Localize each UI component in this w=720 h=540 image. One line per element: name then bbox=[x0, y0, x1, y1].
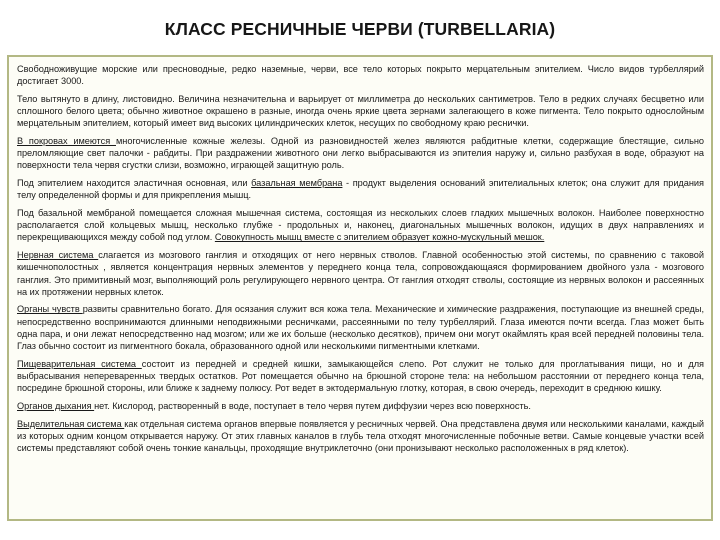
paragraph-10-body: как отдельная система органов впервые появляется у ресничных червей. Она представлена двумя или несколькими каналами, каждый из которых одним концом открывается наружу. От этих главных каналов в глубь тела отходят многочисленные побочные ветви. Самые концевые участки всей системы представляют собой очень тонкие канальцы, проходящие внутриклеточно (они пронизывают несколько расположенных в ряд клеток). bbox=[17, 418, 705, 453]
term-integument: В покровах имеются bbox=[17, 136, 116, 147]
term-basal-membrane: базальная мембрана bbox=[251, 178, 343, 189]
paragraph-4-body-pre: Под эпителием находится эластичная основная, или bbox=[17, 178, 252, 189]
paragraph-3 bbox=[17, 135, 704, 172]
paragraph-4-body-post: - продукт выделения оснований эпителиальных клеток; она служит для придания телу определенной формы и для прикрепления мышц. bbox=[17, 178, 704, 201]
term-respiratory-organs: Органов дыхания bbox=[17, 400, 95, 411]
paragraph-2 bbox=[17, 93, 704, 130]
paragraph-8 bbox=[17, 358, 704, 395]
paragraph-9-body: нет. Кислород, растворенный в воде, поступает в тело червя путем диффузии через всю поверхность. bbox=[94, 400, 531, 411]
paragraph-5 bbox=[17, 207, 704, 244]
paragraph-10 bbox=[17, 418, 704, 455]
paragraph-2-body: Тело вытянуто в длину, листовидно. Величина незначительна и варьирует от миллиметра до нескольких сантиметров. Тело в редких случаях бесцветно или сплошного белого цвета; обычно животное окрашено в разные, иногда очень яркие цвета зернами залегающего в коже пигмента. Тело покрыто однослойным мерцательным эпителием, который имеет вид высоких цилиндрических клеток, несущих по свободному краю реснички. bbox=[17, 93, 704, 129]
content-text-box bbox=[7, 55, 713, 521]
term-digestive-system: Пищеварительная система bbox=[17, 358, 142, 369]
paragraph-4 bbox=[17, 177, 704, 201]
paragraph-5-body-pre: Под базальной мембраной помещается сложная мышечная система, состоящая из нескольких слоев гладких мышечных волокон. Наиболее поверхностно располагается слой кольцевых мышц, несколько глубже - продольных и, наконец, диагональных мышечных волокон, идущих в двух направлениях и перекрещивающихся между собой под углом. bbox=[17, 208, 704, 243]
page-title: КЛАСС РЕСНИЧНЫЕ ЧЕРВИ (TURBELLARIA) bbox=[164, 19, 556, 39]
paragraph-6 bbox=[17, 249, 704, 298]
term-skin-muscle-sac: Совокупность мышц вместе с эпителием образует кожно-мускульный мешок. bbox=[214, 232, 545, 243]
paragraph-1-body: Свободноживущие морские или пресноводные, редко наземные, черви, все тело которых покрыто мерцательным эпителием. Число видов турбеллярий достигает 3000. bbox=[17, 64, 704, 87]
term-sense-organs: Органы чувств bbox=[17, 304, 83, 315]
paragraph-7-body: развиты сравнительно богато. Для осязания служит вся кожа тела. Механические и химические раздражения, поступающие из внешней среды, непосредственно воспринимаются длинными неподвижными ресничками, рассеянными по телу турбеллярий. Глаза имеются почти всегда. Глаз может быть одна пара, и они лежат непосредственно над мозгом; или же их больше (несколько десятков), причем они могут окаймлять края всей передней половины тела. Глаз обычно состоит из пигментного бокала, образованного одной или несколькими пигментными клетками. bbox=[17, 304, 705, 352]
paragraph-1 bbox=[17, 63, 704, 87]
paragraph-7 bbox=[17, 303, 704, 352]
term-nervous-system: Нервная система bbox=[17, 250, 99, 261]
term-excretory-system: Выделительная система bbox=[17, 418, 125, 429]
paragraph-9 bbox=[17, 400, 704, 412]
paragraph-3-body: многочисленные кожные железы. Одной из разновидностей желез являются рабдитные клетки, содержащие блестящие, сильно преломляющие свет палочки - рабдиты. При раздражении животного они легко выбрасываются из эпителия наружу и, сильно разбухая в воде, образуют на поверхности тела червя сгустки слизи, возможно, играющей защитную роль. bbox=[17, 136, 704, 171]
paragraph-8-body: состоит из передней и средней кишки, замыкающейся слепо. Рот служит не только для проглатывания пищи, но и для выбрасывания непереваренных твердых остатков. Рот помещается обычно на брюшной стороне тела: на небольшом расстоянии от переднего конца тела, посредине брюшной стороны, или ближе к заднему полюсу. Рот ведет в эктодермальную глотку, которая, в свою очередь, переходит в среднюю кишку. bbox=[17, 358, 704, 394]
paragraph-6-body: слагается из мозгового ганглия и отходящих от него нервных стволов. Главной особенностью этой системы, по сравнению с таковой кишечнополостных , является концентрация нервных элементов у переднего конца тела, сопровождающаяся формированием двойного узла - мозгового ганглия. Это примитивный мозг, выполняющий роль регулирующего нервного центра. От ганглия отходят стволы, состоящие из нервных волокон и рассеянных на их протяжении нервных клеток. bbox=[17, 250, 704, 297]
